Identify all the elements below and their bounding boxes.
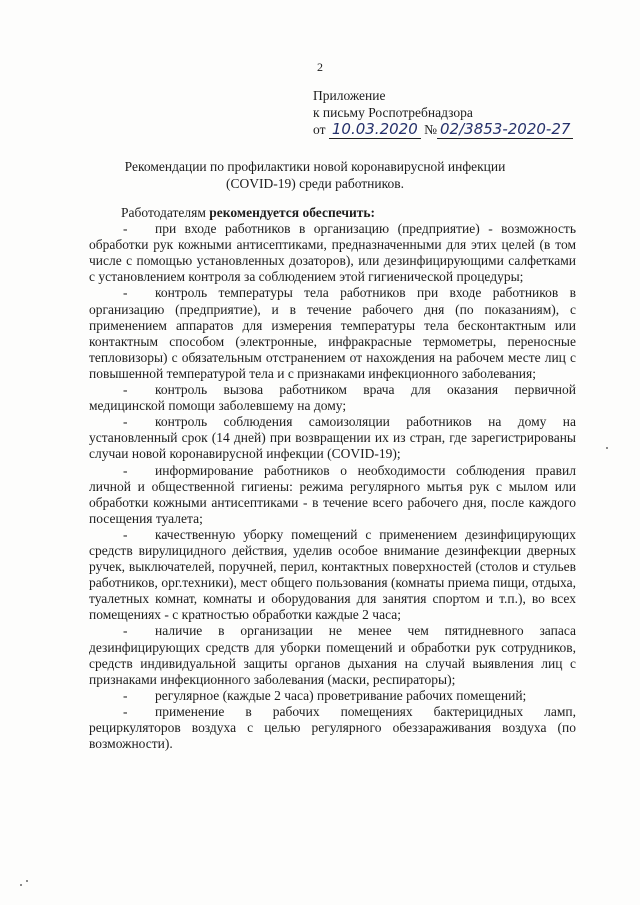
handwritten-date: 10.03.2020 xyxy=(329,121,421,139)
scan-speck xyxy=(20,884,22,886)
list-item-text: применение в рабочих помещениях бактерицидных ламп, рециркуляторов воздуха с целью регулярного обеззараживания воздуха (по возможности). xyxy=(89,703,576,752)
intro-lead: Работодателям xyxy=(121,205,206,220)
scan-speck xyxy=(26,880,28,882)
appendix-reference xyxy=(313,121,573,139)
list-item xyxy=(89,285,576,382)
recommendation-list xyxy=(89,221,576,752)
bullet-dash: - xyxy=(123,382,128,398)
bullet-dash: - xyxy=(123,687,128,703)
list-item xyxy=(89,382,576,414)
appendix-line-2: к письму Роспотребнадзора xyxy=(313,105,473,120)
list-item-text: информирование работников о необходимости соблюдения правил личной и общественной гигиены: режима регулярного мытья рук с мылом или обработки кожными антисептиками - в течение всего рабочего дня, после каждого посещения туалета; xyxy=(89,462,576,526)
page-number: 2 xyxy=(317,60,323,74)
intro-emphasis: рекомендуется обеспечить: xyxy=(209,205,376,220)
list-item xyxy=(89,414,576,462)
bullet-dash: - xyxy=(123,703,128,719)
bullet-dash: - xyxy=(123,414,128,430)
list-item-text: контроль вызова работником врача для оказания первичной медицинской помощи заболевшему на дому; xyxy=(89,382,576,414)
list-item xyxy=(89,463,576,527)
list-item-text: контроль соблюдения самоизоляции работников на дому на установленный срок (14 дней) при возвращении их из стран, где зарегистрированы случаи новой коронавирусной инфекции (COVID-19); xyxy=(89,414,576,462)
intro-paragraph xyxy=(89,205,576,221)
list-item-text: контроль температуры тела работников при входе работников в организацию (предприятие), и в течение рабочего дня (по показаниям), с применением аппаратов для измерения температуры тела бесконтактным или контактным способом (электронные, инфракрасные термометры, переносные тепловизоры) с обязательным отстранением от нахождения на рабочем месте лиц с повышенной температурой тела и с признаками инфекционного заболевания; xyxy=(89,285,576,381)
list-item-text: качественную уборку помещений с применением дезинфицирующих средств вирулицидного действия, уделив особое внимание дезинфекции дверных ручек, выключателей, поручней, перил, контактных поверхностей (столов и стульев работников, орг.техники), мест общего пользования (комнаты приема пищи, отдыха, туалетных комнат, комнаты и оборудования для занятия спортом и т.п.), во всех помещениях - с кратностью обработки каждые 2 часа; xyxy=(89,526,576,623)
appendix-block xyxy=(313,87,573,139)
list-item xyxy=(89,623,576,687)
list-item-text: регулярное (каждые 2 часа) проветривание рабочих помещений; xyxy=(155,687,527,703)
date-prefix: от xyxy=(313,122,326,137)
bullet-dash: - xyxy=(123,285,128,301)
handwritten-number: 02/3853-2020-27 xyxy=(437,121,573,139)
document-body xyxy=(89,205,576,752)
list-item-text: наличие в организации не менее чем пятидневного запаса дезинфицирующих средств для уборки помещений и обработки рук сотрудников, средств индивидуальной защиты органов дыхания на случай выявления лиц с признаками инфекционного заболевания (маски, респираторы); xyxy=(89,623,576,687)
list-item xyxy=(89,221,576,285)
list-item xyxy=(89,688,576,704)
bullet-dash: - xyxy=(123,462,128,478)
list-item-text: при входе работников в организацию (предприятие) - возможность обработки рук кожными антисептиками, предназначенными для этих целей (в том числе с помощью установленных дозаторов), или дезинфицирующими салфетками с установлением контроля за соблюдением этой гигиенической процедуры; xyxy=(89,221,576,285)
bullet-dash: - xyxy=(123,526,128,542)
appendix-line-1: Приложение xyxy=(313,88,386,103)
number-prefix: № xyxy=(424,122,438,137)
list-item xyxy=(89,704,576,752)
bullet-dash: - xyxy=(123,623,128,639)
scan-speck xyxy=(606,447,608,449)
document-title: Рекомендации по профилактики новой коронавирусной инфекции (COVID-19) среди работников. xyxy=(124,159,506,191)
bullet-dash: - xyxy=(123,221,128,237)
list-item xyxy=(89,527,576,624)
